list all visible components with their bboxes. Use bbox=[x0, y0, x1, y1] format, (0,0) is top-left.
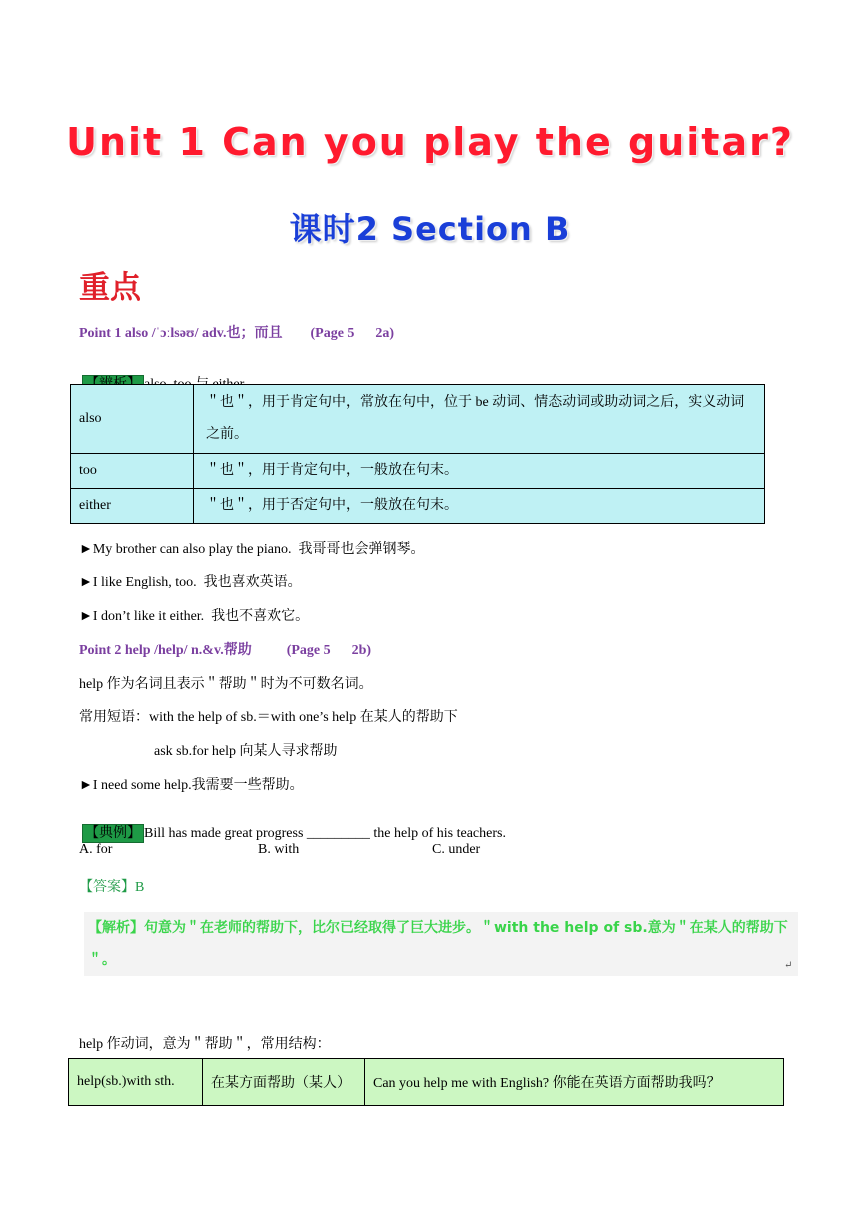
exercise-question: Bill has made great progress _________ the help of his teachers. bbox=[144, 826, 506, 841]
example-sentence: ►I don’t like it either. 我也不喜欢它。 bbox=[79, 609, 310, 624]
table-row bbox=[71, 385, 765, 454]
option-c: C. under bbox=[432, 842, 481, 857]
paragraph-mark: ↵ bbox=[784, 960, 793, 971]
exercise bbox=[75, 806, 506, 842]
section-heading: 重点 bbox=[79, 270, 141, 306]
point-2-label: Point 2 help /help/ n.&v.帮助 (Page 5 2b) bbox=[79, 643, 372, 658]
document-title: Unit 1 Can you play the guitar? bbox=[66, 120, 794, 164]
answer: 【答案】B bbox=[79, 880, 145, 895]
table-cell-meaning: 在某方面帮助（某人） bbox=[203, 1059, 365, 1106]
document-subtitle: 课时2 Section B bbox=[289, 210, 571, 248]
table-cell-word: either bbox=[71, 489, 194, 524]
analysis-explanation: 【解析】句意为＂在老师的帮助下，比尔已经取得了巨大进步。＂with the help of sb.意为＂在某人的帮助下＂。 bbox=[84, 912, 798, 976]
table-row bbox=[71, 489, 765, 524]
table-cell-desc: ＂也＂，用于否定句中，一般放在句末。 bbox=[194, 489, 765, 524]
table-cell-structure: help(sb.)with sth. bbox=[69, 1059, 203, 1106]
option-b: B. with bbox=[258, 842, 300, 857]
example-sentence: ►I need some help.我需要一些帮助。 bbox=[79, 778, 304, 793]
point-1-label: Point 1 also /ˈɔːlsəʊ/ adv.也；而且 (Page 5 2a) bbox=[79, 326, 395, 341]
table-cell-desc: ＂也＂，用于肯定句中，一般放在句末。 bbox=[194, 454, 765, 489]
table-row bbox=[71, 454, 765, 489]
table-cell-example: Can you help me with English? 你能在英语方面帮助我吗？ bbox=[365, 1059, 784, 1106]
help-verb-note: help 作动词，意为＂帮助＂，常用结构： bbox=[79, 1037, 331, 1052]
comparison-table bbox=[70, 384, 765, 524]
phrase-line-2: ask sb.for help 向某人寻求帮助 bbox=[154, 744, 338, 759]
exercise-tag: 【典例】 bbox=[82, 824, 144, 843]
option-a: A. for bbox=[79, 842, 113, 857]
table-cell-word: too bbox=[71, 454, 194, 489]
example-sentence: ►My brother can also play the piano. 我哥哥也会弹钢琴。 bbox=[79, 542, 425, 557]
example-sentence: ►I like English, too. 我也喜欢英语。 bbox=[79, 575, 302, 590]
structure-table bbox=[68, 1058, 784, 1106]
table-cell-desc: ＂也＂，用于肯定句中，常放在句中，位于 be 动词、情态动词或助动词之后，实义动词之前。 bbox=[194, 385, 765, 454]
help-noun-note: help 作为名词且表示＂帮助＂时为不可数名词。 bbox=[79, 677, 373, 692]
phrase-line-1: 常用短语：with the help of sb.＝with one’s help 在某人的帮助下 bbox=[79, 710, 458, 725]
table-cell-word: also bbox=[71, 385, 194, 454]
table-row bbox=[69, 1059, 784, 1106]
